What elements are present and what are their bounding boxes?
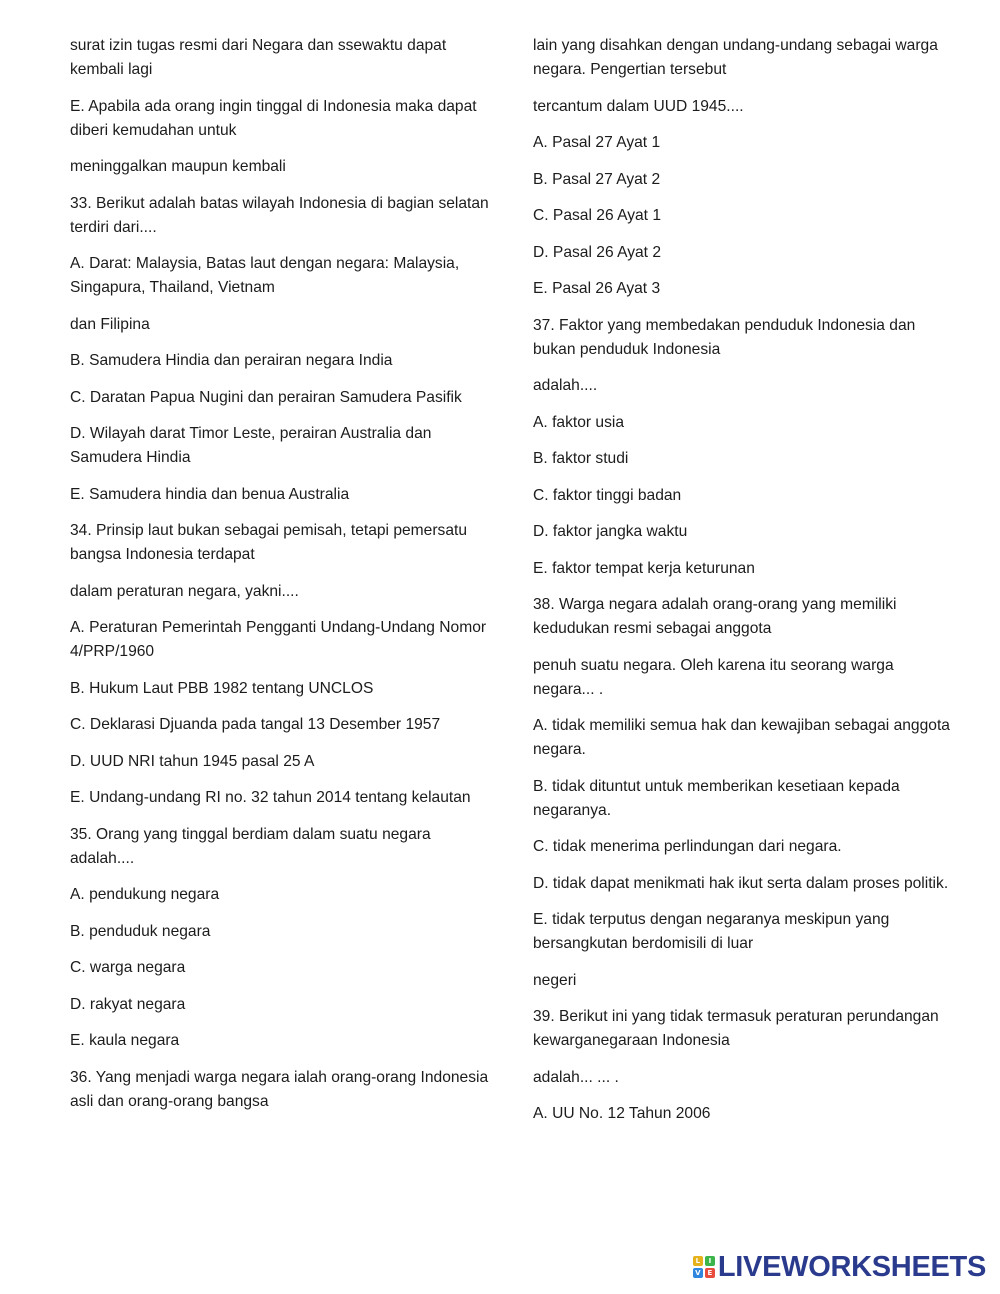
left-paragraph: A. pendukung negara	[70, 886, 220, 903]
logo-tile: I	[705, 1256, 715, 1266]
left-paragraph: D. UUD NRI tahun 1945 pasal 25 A	[70, 752, 315, 770]
left-paragraph: A. Darat: Malaysia, Batas laut dengan negara: Malaysia, Singapura, Thailand, Vietnam	[70, 255, 460, 296]
liveworksheets-logo-icon	[693, 1256, 715, 1278]
logo-tile: E	[705, 1268, 715, 1278]
right-paragraph: C. tidak menerima perlindungan dari negara.	[533, 838, 842, 855]
right-paragraph: D. faktor jangka waktu	[533, 523, 688, 540]
left-paragraph: C. warga negara	[70, 959, 186, 976]
left-column	[70, 34, 490, 1126]
right-paragraph: B. tidak dituntut untuk memberikan kesetiaan kepada negaranya.	[533, 777, 900, 819]
left-paragraph: A. Peraturan Pemerintah Pengganti Undang-Undang Nomor 4/PRP/1960	[70, 619, 487, 660]
left-paragraph: 34. Prinsip laut bukan sebagai pemisah, tetapi pemersatu bangsa Indonesia terdapat	[70, 522, 468, 563]
left-paragraph: E. kaula negara	[70, 1032, 180, 1049]
right-paragraph: 38. Warga negara adalah orang-orang yang memiliki kedudukan resmi sebagai anggota	[533, 596, 897, 637]
right-paragraph: E. faktor tempat kerja keturunan	[533, 559, 755, 577]
right-paragraph: B. Pasal 27 Ayat 2	[533, 170, 661, 188]
right-paragraph: A. tidak memiliki semua hak dan kewajiban sebagai anggota negara.	[533, 717, 950, 758]
right-paragraph: penuh suatu negara. Oleh karena itu seorang warga negara... .	[533, 656, 894, 698]
right-paragraph: A. Pasal 27 Ayat 1	[533, 134, 661, 151]
left-paragraph: surat izin tugas resmi dari Negara dan ssewaktu dapat kembali lagi	[70, 37, 447, 78]
right-paragraph: A. UU No. 12 Tahun 2006	[533, 1105, 711, 1122]
right-paragraph: B. faktor studi	[533, 450, 629, 467]
left-paragraph: 36. Yang menjadi warga negara ialah orang-orang Indonesia asli dan orang-orang bangsa	[70, 1068, 489, 1110]
right-paragraph: lain yang disahkan dengan undang-undang sebagai warga negara. Pengertian tersebut	[533, 37, 938, 78]
right-paragraph: E. tidak terputus dengan negaranya meskipun yang bersangkutan berdomisili di luar	[533, 911, 890, 952]
right-paragraph: adalah....	[533, 377, 598, 394]
left-paragraph: B. penduduk negara	[70, 922, 211, 940]
right-paragraph: 39. Berikut ini yang tidak termasuk peraturan perundangan kewarganegaraan Indonesia	[533, 1008, 939, 1049]
left-paragraph: D. rakyat negara	[70, 995, 186, 1013]
right-paragraph: adalah... ... .	[533, 1068, 619, 1086]
left-paragraph: 33. Berikut adalah batas wilayah Indonesia di bagian selatan terdiri dari....	[70, 194, 489, 236]
logo-tile: V	[693, 1268, 703, 1278]
right-paragraph: negeri	[533, 971, 577, 989]
left-paragraph: 35. Orang yang tinggal berdiam dalam suatu negara adalah....	[70, 825, 431, 867]
logo-tile: L	[693, 1256, 703, 1266]
left-paragraph: D. Wilayah darat Timor Leste, perairan Australia dan Samudera Hindia	[70, 425, 432, 466]
right-paragraph: C. faktor tinggi badan	[533, 486, 682, 504]
right-paragraph: E. Pasal 26 Ayat 3	[533, 280, 661, 297]
left-paragraph: C. Deklarasi Djuanda pada tangal 13 Desember 1957	[70, 716, 441, 733]
brand-text: LIVEWORKSHEETS	[717, 1251, 986, 1283]
right-paragraph: D. tidak dapat menikmati hak ikut serta dalam proses politik.	[533, 874, 949, 892]
right-paragraph: 37. Faktor yang membedakan penduduk Indonesia dan bukan penduduk Indonesia	[533, 316, 916, 358]
right-paragraph: D. Pasal 26 Ayat 2	[533, 243, 662, 261]
right-paragraph: tercantum dalam UUD 1945....	[533, 97, 744, 115]
left-paragraph: E. Samudera hindia dan benua Australia	[70, 485, 350, 503]
left-paragraph: E. Undang-undang RI no. 32 tahun 2014 tentang kelautan	[70, 789, 471, 806]
left-paragraph: E. Apabila ada orang ingin tinggal di Indonesia maka dapat diberi kemudahan untuk	[70, 97, 477, 139]
left-paragraph: B. Hukum Laut PBB 1982 tentang UNCLOS	[70, 679, 374, 697]
left-paragraph: B. Samudera Hindia dan perairan negara India	[70, 352, 393, 369]
right-paragraph: A. faktor usia	[533, 413, 625, 431]
right-paragraph: C. Pasal 26 Ayat 1	[533, 207, 662, 224]
liveworksheets-brand	[693, 1250, 986, 1284]
left-paragraph: dalam peraturan negara, yakni....	[70, 582, 299, 600]
left-paragraph: meninggalkan maupun kembali	[70, 158, 286, 175]
left-paragraph: C. Daratan Papua Nugini dan perairan Samudera Pasifik	[70, 388, 462, 406]
right-column	[533, 34, 953, 1139]
left-paragraph: dan Filipina	[70, 315, 150, 333]
